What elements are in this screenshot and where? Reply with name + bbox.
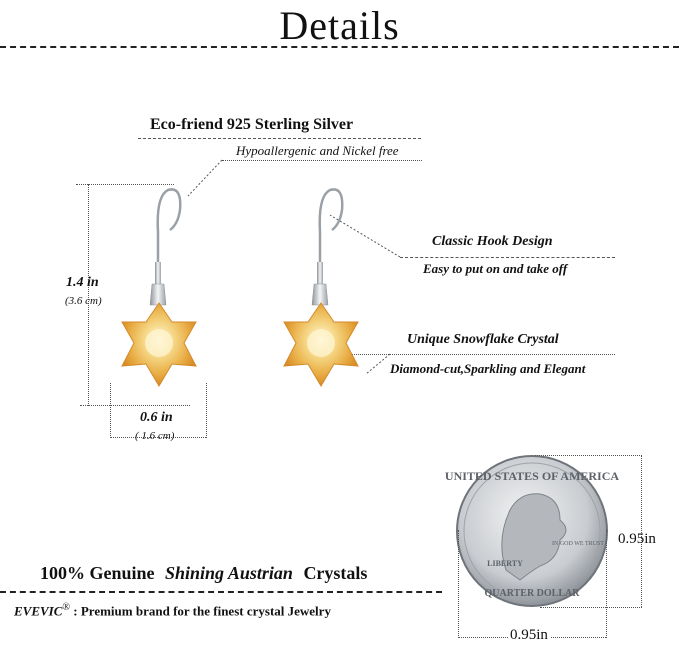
- genuine-suffix: Crystals: [303, 563, 368, 583]
- genuine-crystals-line: [40, 563, 367, 584]
- brand-name: EVEVIC: [14, 603, 63, 619]
- svg-text:LIBERTY: LIBERTY: [487, 559, 523, 568]
- coin-height-label: 0.95in: [618, 531, 656, 547]
- page-title: Details: [279, 3, 400, 48]
- height-cm: (3.6 cm): [65, 295, 102, 307]
- svg-text:UNITED STATES OF AMERICA: UNITED STATES OF AMERICA: [444, 469, 620, 483]
- svg-text:QUARTER DOLLAR: QUARTER DOLLAR: [484, 588, 580, 599]
- material-title: Eco-friend 925 Sterling Silver: [150, 116, 354, 133]
- coin-left-guide: [458, 530, 459, 638]
- coin-right-guide: [606, 530, 607, 638]
- svg-text:IN GOD WE TRUST: IN GOD WE TRUST: [552, 541, 604, 547]
- brand-mark: ®: [62, 602, 71, 613]
- width-cm: ( 1.6 cm): [135, 430, 175, 442]
- height-inches: 1.4 in: [66, 275, 99, 290]
- genuine-prefix: 100% Genuine: [40, 563, 155, 583]
- genuine-italic: Shining Austrian: [165, 563, 293, 583]
- material-subtitle: Hypoallergenic and Nickel free: [236, 143, 399, 158]
- crystal-subtitle: Diamond-cut,Sparkling and Elegant: [390, 361, 586, 376]
- brand-tagline: : Premium brand for the finest crystal Jewelry: [73, 603, 331, 619]
- crystal-title: Unique Snowflake Crystal: [407, 332, 559, 347]
- coin-top-guide: [535, 455, 642, 456]
- hook-title: Classic Hook Design: [432, 234, 553, 249]
- coin-width-label: 0.95in: [510, 627, 548, 643]
- width-inches: 0.6 in: [140, 410, 173, 425]
- brand-line: [14, 602, 331, 619]
- hook-subtitle: Easy to put on and take off: [423, 261, 568, 276]
- footer-divider: [0, 591, 442, 593]
- coin-bottom-guide: [540, 607, 642, 608]
